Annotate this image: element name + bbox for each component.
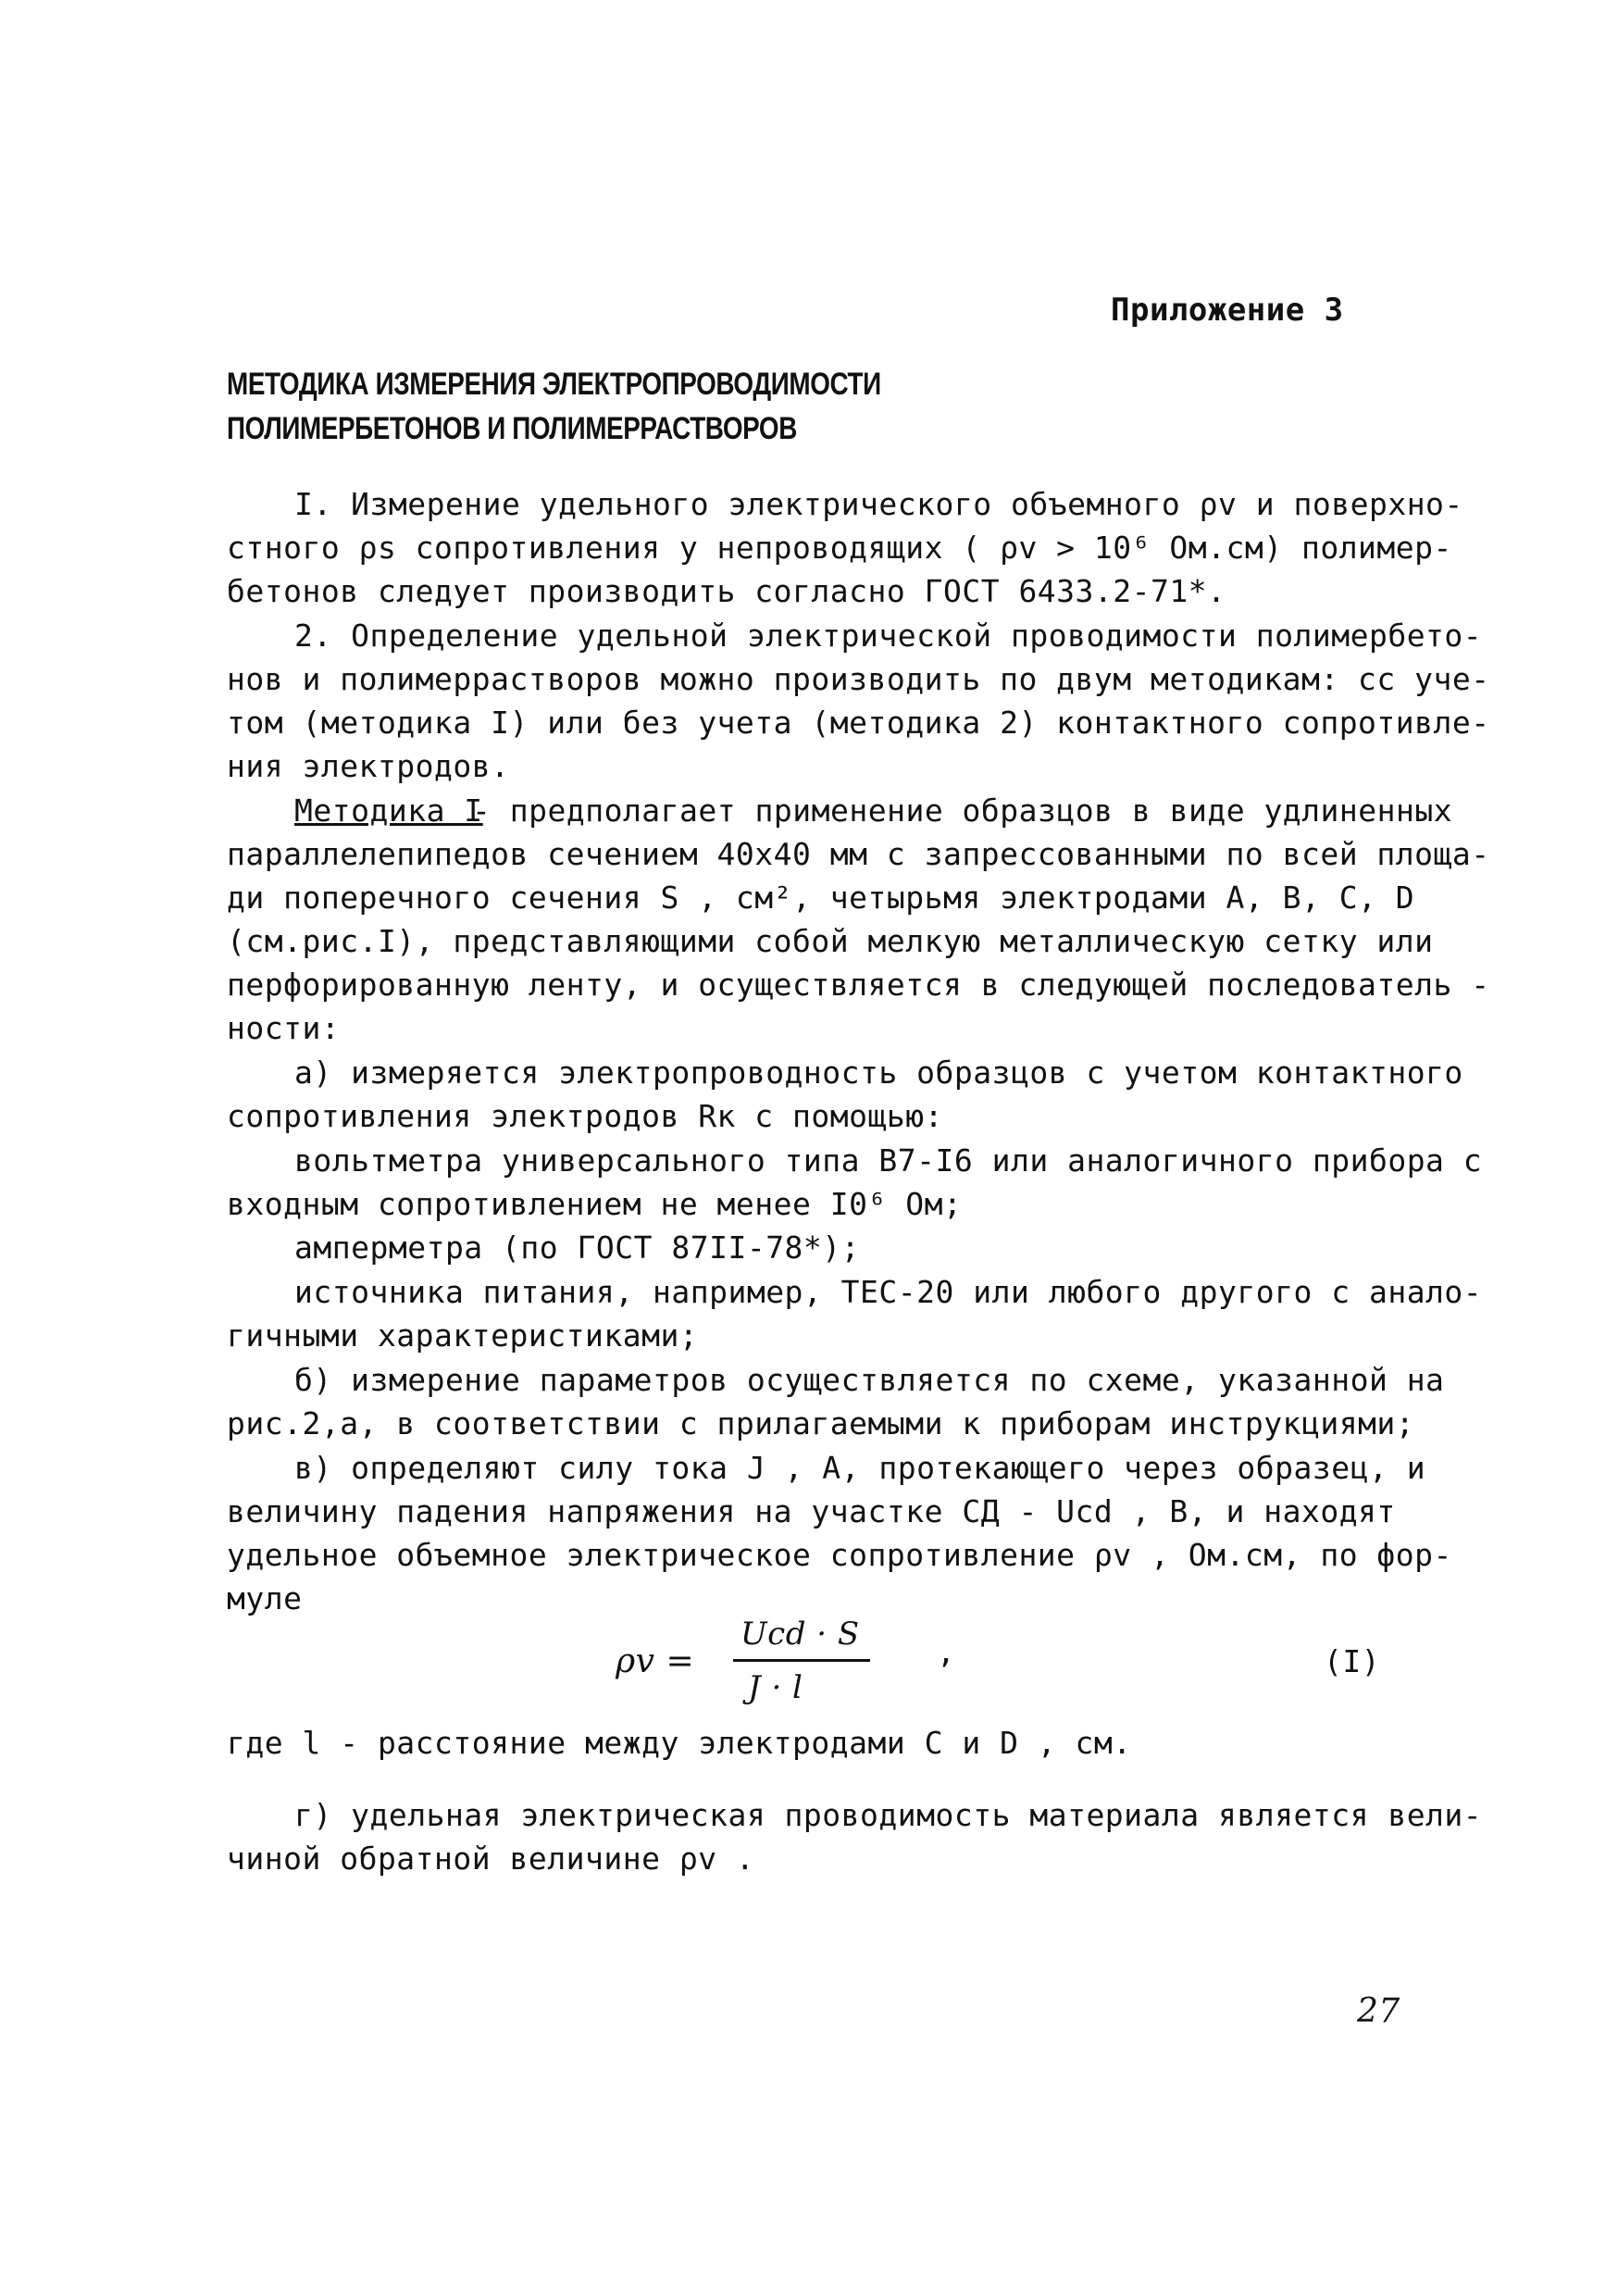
- formula-denominator: J · l: [748, 1669, 803, 1706]
- p3-line-3: ди поперечного сечения S , см², четырьмя электродами А, В, С, D: [227, 880, 1415, 916]
- formula-number: (I): [1324, 1643, 1381, 1679]
- instr2-line: амперметра (по ГОСТ 87II-78*);: [294, 1229, 861, 1266]
- pg-line-1: г) удельная электрическая проводимость материала является вели-: [294, 1797, 1483, 1833]
- pb-line-1: б) измерение параметров осуществляется по схеме, указанной на: [294, 1362, 1445, 1398]
- title-line-1: МЕТОДИКА ИЗМЕРЕНИЯ ЭЛЕКТРОПРОВОДИМОСТИ: [227, 367, 881, 402]
- pv-line-3: удельное объемное электрическое сопротивление ρv , Ом.см, по фор-: [227, 1537, 1452, 1573]
- page-number: 27: [1357, 1992, 1400, 2030]
- p2-line-4: ния электродов.: [227, 748, 510, 784]
- p3-line-5: перфорированную ленту, и осуществляется в следующей последователь -: [227, 967, 1490, 1003]
- p1-line-1: I. Измерение удельного электрического объемного ρv и поверхно-: [294, 486, 1463, 522]
- p1-line-3: бетонов следует производить согласно ГОСТ 6433.2-71*.: [227, 573, 1226, 609]
- pv-line-2: величину падения напряжения на участке СД - Ucd , В, и находят: [227, 1493, 1396, 1529]
- p3-line-6: ности:: [227, 1010, 341, 1046]
- method1-label: Методика I: [294, 792, 483, 829]
- pg-line-2: чиной обратной величине ρv .: [227, 1841, 755, 1877]
- where-line: где l - расстояние между электродами С и D , см.: [227, 1725, 1132, 1761]
- p3-line-1: - предполагает применение образцов в виде удлиненных: [472, 792, 1453, 829]
- instr3-line-1: источника питания, например, ТЕС-20 или любого другого с анало-: [294, 1274, 1483, 1310]
- formula-fraction-bar: [733, 1659, 870, 1662]
- pv-line-1: в) определяют силу тока J , А, протекающего через образец, и: [294, 1450, 1426, 1486]
- p2-line-1: 2. Определение удельной электрической проводимости полимербето-: [294, 618, 1483, 654]
- p3-line-4: (см.рис.I), представляющими собой мелкую металлическую сетку или: [227, 923, 1434, 959]
- pa-line-1: а) измеряется электропроводность образцов с учетом контактного: [294, 1054, 1463, 1091]
- instr1-line-1: вольтметра универсального типа В7-I6 или аналогичного прибора с: [294, 1142, 1483, 1179]
- p1-line-2: стного ρs сопротивления у непроводящих ( ρv > 10⁶ Ом.см) полимер-: [227, 530, 1452, 566]
- formula-comma: ,: [937, 1634, 956, 1670]
- pv-line-4: муле: [227, 1580, 303, 1616]
- pb-line-2: рис.2,а, в соответствии с прилагаемыми к приборам инструкциями;: [227, 1405, 1415, 1441]
- formula-lhs: ρv =: [616, 1642, 695, 1680]
- instr3-line-2: гичными характеристиками;: [227, 1317, 699, 1354]
- title-line-2: ПОЛИМЕРБЕТОНОВ И ПОЛИМЕРРАСТВОРОВ: [227, 411, 797, 446]
- pa-line-2: сопротивления электродов Rк с помощью:: [227, 1098, 943, 1134]
- appendix-label: Приложение 3: [1111, 292, 1344, 329]
- p2-line-2: нов и полимеррастворов можно производить по двум методикам: сс уче-: [227, 661, 1490, 697]
- formula-numerator: Ucd · S: [741, 1616, 860, 1653]
- p3-line-2: параллелепипедов сечением 40х40 мм с запрессованными по всей площа-: [227, 836, 1490, 872]
- p2-line-3: том (методика I) или без учета (методика 2) контактного сопротивле-: [227, 705, 1490, 741]
- instr1-line-2: входным сопротивлением не менее I0⁶ Ом;: [227, 1186, 963, 1222]
